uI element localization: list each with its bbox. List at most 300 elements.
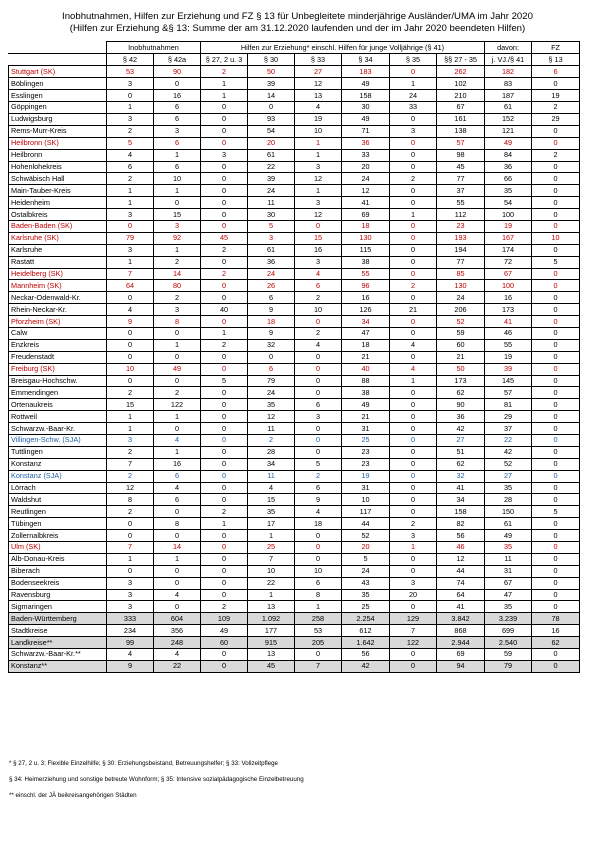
value-cell: 90 <box>154 66 201 78</box>
table-row <box>9 90 580 102</box>
value-cell: 3 <box>295 411 342 423</box>
value-cell: 45 <box>437 161 485 173</box>
value-cell: 99 <box>107 637 154 649</box>
region-name: Baden-Württemberg <box>9 613 107 625</box>
value-cell: 44 <box>437 565 485 577</box>
value-cell: 19 <box>342 470 390 482</box>
region-name: Main-Tauber-Kreis <box>9 185 107 197</box>
value-cell: 54 <box>248 125 295 137</box>
value-cell: 6 <box>154 102 201 114</box>
value-cell: 21 <box>437 351 485 363</box>
value-cell: 0 <box>201 185 248 197</box>
value-cell: 0 <box>295 423 342 435</box>
value-cell: 1 <box>201 327 248 339</box>
value-cell: 210 <box>437 90 485 102</box>
value-cell: 42 <box>437 423 485 435</box>
value-cell: 2 <box>154 387 201 399</box>
value-cell: 4 <box>390 339 437 351</box>
value-cell: 0 <box>390 649 437 661</box>
value-cell: 52 <box>485 458 532 470</box>
value-cell: 11 <box>485 553 532 565</box>
page-subtitle: (Hilfen zur Erziehung &§ 13: Summe der am 31.12.2020 laufenden und der im Jahr 2020 beendeten Hilfen) <box>69 23 526 34</box>
value-cell: 5 <box>532 256 580 268</box>
value-cell: 0 <box>532 482 580 494</box>
value-cell: 45 <box>248 660 295 672</box>
value-cell: 0 <box>295 434 342 446</box>
value-cell: 1 <box>248 589 295 601</box>
value-cell: 6 <box>154 470 201 482</box>
region-name: Rems-Murr-Kreis <box>9 125 107 137</box>
value-cell: 49 <box>342 399 390 411</box>
value-cell: 16 <box>154 458 201 470</box>
value-cell: 2 <box>201 244 248 256</box>
value-cell: 22 <box>248 161 295 173</box>
value-cell: 0 <box>390 565 437 577</box>
region-name: Böblingen <box>9 78 107 90</box>
value-cell: 35 <box>485 482 532 494</box>
value-cell: 18 <box>295 518 342 530</box>
value-cell: 0 <box>390 66 437 78</box>
region-name: Rastatt <box>9 256 107 268</box>
value-cell: 167 <box>485 232 532 244</box>
value-cell: 74 <box>437 577 485 589</box>
region-name: Enzkreis <box>9 339 107 351</box>
value-cell: 3 <box>154 304 201 316</box>
value-cell: 27 <box>437 434 485 446</box>
value-cell: 0 <box>201 542 248 554</box>
value-cell: 1 <box>107 197 154 209</box>
value-cell: 3 <box>154 220 201 232</box>
value-cell: 3 <box>107 589 154 601</box>
value-cell: 0 <box>201 173 248 185</box>
value-cell: 262 <box>437 66 485 78</box>
region-name: Zollernalbkreis <box>9 530 107 542</box>
value-cell: 2 <box>107 506 154 518</box>
value-cell: 129 <box>390 613 437 625</box>
value-cell: 52 <box>342 530 390 542</box>
value-cell: 3.239 <box>485 613 532 625</box>
value-cell: 37 <box>485 423 532 435</box>
value-cell: 0 <box>201 316 248 328</box>
value-cell: 35 <box>342 589 390 601</box>
region-name: Lörrach <box>9 482 107 494</box>
value-cell: 42 <box>342 660 390 672</box>
value-cell: 41 <box>437 601 485 613</box>
value-cell: 16 <box>532 625 580 637</box>
region-name: Karlsruhe <box>9 244 107 256</box>
value-cell: 52 <box>437 316 485 328</box>
value-cell: 2 <box>107 173 154 185</box>
value-cell: 38 <box>342 387 390 399</box>
value-cell: 0 <box>390 458 437 470</box>
value-cell: 59 <box>437 327 485 339</box>
value-cell: 0 <box>532 458 580 470</box>
value-cell: 1 <box>154 185 201 197</box>
value-cell: 10 <box>107 363 154 375</box>
value-cell: 28 <box>485 494 532 506</box>
value-cell: 100 <box>485 209 532 221</box>
value-cell: 1 <box>390 209 437 221</box>
value-cell: 21 <box>342 411 390 423</box>
value-cell: 3 <box>390 530 437 542</box>
region-name: Rottweil <box>9 411 107 423</box>
value-cell: 64 <box>437 589 485 601</box>
value-cell: 0 <box>532 316 580 328</box>
value-cell: 40 <box>201 304 248 316</box>
value-cell: 158 <box>437 506 485 518</box>
value-cell: 122 <box>390 637 437 649</box>
value-cell: 1 <box>107 256 154 268</box>
value-cell: 0 <box>295 649 342 661</box>
value-cell: 2 <box>295 470 342 482</box>
corner-cell <box>9 42 107 54</box>
value-cell: 0 <box>201 363 248 375</box>
value-cell: 0 <box>390 185 437 197</box>
header-col: § 35 <box>390 54 437 66</box>
value-cell: 35 <box>485 601 532 613</box>
value-cell: 34 <box>248 458 295 470</box>
header-col: § 42a <box>154 54 201 66</box>
value-cell: 6 <box>295 280 342 292</box>
value-cell: 0 <box>107 90 154 102</box>
value-cell: 10 <box>532 232 580 244</box>
table-row <box>9 137 580 149</box>
value-cell: 0 <box>390 256 437 268</box>
value-cell: 0 <box>390 660 437 672</box>
value-cell: 44 <box>342 518 390 530</box>
value-cell: 0 <box>532 292 580 304</box>
value-cell: 15 <box>295 232 342 244</box>
value-cell: 62 <box>437 387 485 399</box>
value-cell: 2.540 <box>485 637 532 649</box>
table-row <box>9 66 580 78</box>
value-cell: 11 <box>248 470 295 482</box>
value-cell: 71 <box>342 125 390 137</box>
value-cell: 7 <box>107 268 154 280</box>
value-cell: 1 <box>295 149 342 161</box>
table-row <box>9 625 580 637</box>
value-cell: 0 <box>532 470 580 482</box>
value-cell: 55 <box>342 268 390 280</box>
value-cell: 0 <box>201 660 248 672</box>
value-cell: 183 <box>342 66 390 78</box>
region-name: Karlsruhe (SK) <box>9 232 107 244</box>
value-cell: 0 <box>390 446 437 458</box>
value-cell: 2 <box>295 327 342 339</box>
value-cell: 0 <box>295 446 342 458</box>
value-cell: 51 <box>437 446 485 458</box>
value-cell: 94 <box>437 660 485 672</box>
value-cell: 0 <box>532 339 580 351</box>
value-cell: 0 <box>107 292 154 304</box>
value-cell: 47 <box>342 327 390 339</box>
value-cell: 5 <box>248 220 295 232</box>
value-cell: 0 <box>532 518 580 530</box>
value-cell: 0 <box>201 161 248 173</box>
value-cell: 13 <box>248 649 295 661</box>
value-cell: 0 <box>107 530 154 542</box>
value-cell: 1.092 <box>248 613 295 625</box>
value-cell: 0 <box>201 434 248 446</box>
value-cell: 12 <box>295 173 342 185</box>
value-cell: 30 <box>248 209 295 221</box>
value-cell: 41 <box>342 197 390 209</box>
value-cell: 22 <box>154 660 201 672</box>
value-cell: 3 <box>107 434 154 446</box>
value-cell: 1 <box>154 553 201 565</box>
value-cell: 61 <box>248 149 295 161</box>
value-cell: 0 <box>390 327 437 339</box>
value-cell: 7 <box>295 660 342 672</box>
value-cell: 1 <box>390 78 437 90</box>
table-row <box>9 292 580 304</box>
value-cell: 0 <box>390 506 437 518</box>
value-cell: 11 <box>248 197 295 209</box>
header-col: § 33 <box>295 54 342 66</box>
table-row <box>9 577 580 589</box>
value-cell: 0 <box>201 399 248 411</box>
value-cell: 10 <box>295 304 342 316</box>
value-cell: 0 <box>390 387 437 399</box>
value-cell: 39 <box>248 78 295 90</box>
value-cell: 56 <box>342 649 390 661</box>
value-cell: 33 <box>342 149 390 161</box>
value-cell: 0 <box>390 316 437 328</box>
table-row <box>9 601 580 613</box>
table-row <box>9 660 580 672</box>
region-name: Stuttgart (SK) <box>9 66 107 78</box>
value-cell: 2 <box>295 292 342 304</box>
table-row <box>9 565 580 577</box>
value-cell: 5 <box>201 375 248 387</box>
value-cell: 145 <box>485 375 532 387</box>
region-name: Ulm (SK) <box>9 542 107 554</box>
value-cell: 0 <box>532 530 580 542</box>
value-cell: 15 <box>248 494 295 506</box>
value-cell: 61 <box>485 518 532 530</box>
value-cell: 0 <box>532 660 580 672</box>
region-name: Ostalbkreis <box>9 209 107 221</box>
value-cell: 12 <box>295 209 342 221</box>
value-cell: 0 <box>532 161 580 173</box>
value-cell: 0 <box>107 351 154 363</box>
footnote: § 34: Heimerziehung und sonstige betreute Wohnform; § 35: Intensive sozialpädagogische Einzelbetreuung <box>9 776 304 783</box>
value-cell: 0 <box>532 280 580 292</box>
value-cell: 1 <box>201 78 248 90</box>
header-col: § 13 <box>532 54 580 66</box>
value-cell: 0 <box>532 363 580 375</box>
table-row <box>9 530 580 542</box>
value-cell: 24 <box>437 292 485 304</box>
value-cell: 30 <box>342 102 390 114</box>
value-cell: 100 <box>485 280 532 292</box>
table-row <box>9 399 580 411</box>
value-cell: 6 <box>532 66 580 78</box>
value-cell: 3 <box>107 577 154 589</box>
value-cell: 10 <box>154 173 201 185</box>
region-name: Konstanz <box>9 458 107 470</box>
value-cell: 604 <box>154 613 201 625</box>
region-name: Emmendingen <box>9 387 107 399</box>
header-col: § 34 <box>342 54 390 66</box>
table-row <box>9 185 580 197</box>
value-cell: 0 <box>532 244 580 256</box>
value-cell: 21 <box>342 351 390 363</box>
value-cell: 69 <box>437 649 485 661</box>
table-row <box>9 209 580 221</box>
value-cell: 0 <box>201 589 248 601</box>
value-cell: 6 <box>107 161 154 173</box>
table-row <box>9 149 580 161</box>
value-cell: 41 <box>437 482 485 494</box>
value-cell: 0 <box>532 434 580 446</box>
value-cell: 0 <box>154 423 201 435</box>
value-cell: 64 <box>107 280 154 292</box>
value-cell: 0 <box>390 244 437 256</box>
value-cell: 234 <box>107 625 154 637</box>
value-cell: 0 <box>107 220 154 232</box>
value-cell: 102 <box>437 78 485 90</box>
value-cell: 2 <box>532 102 580 114</box>
value-cell: 5 <box>342 553 390 565</box>
value-cell: 1 <box>154 446 201 458</box>
value-cell: 43 <box>342 577 390 589</box>
value-cell: 6 <box>295 577 342 589</box>
table-row <box>9 125 580 137</box>
value-cell: 0 <box>532 78 580 90</box>
table-row <box>9 458 580 470</box>
region-name: Schwäbisch Hall <box>9 173 107 185</box>
value-cell: 7 <box>390 625 437 637</box>
value-cell: 0 <box>154 530 201 542</box>
value-cell: 1 <box>107 185 154 197</box>
region-name: Hohenlohekreis <box>9 161 107 173</box>
value-cell: 39 <box>485 363 532 375</box>
value-cell: 2 <box>390 280 437 292</box>
value-cell: 0 <box>390 411 437 423</box>
table-row <box>9 613 580 625</box>
value-cell: 0 <box>201 102 248 114</box>
value-cell: 0 <box>532 411 580 423</box>
value-cell: 61 <box>485 102 532 114</box>
value-cell: 3 <box>107 209 154 221</box>
value-cell: 0 <box>390 232 437 244</box>
value-cell: 6 <box>154 137 201 149</box>
value-cell: 0 <box>201 458 248 470</box>
region-name: Heilbronn (SK) <box>9 137 107 149</box>
value-cell: 79 <box>248 375 295 387</box>
value-cell: 53 <box>295 625 342 637</box>
value-cell: 0 <box>154 506 201 518</box>
value-cell: 10 <box>295 125 342 137</box>
value-cell: 2 <box>107 470 154 482</box>
value-cell: 0 <box>390 601 437 613</box>
value-cell: 6 <box>154 161 201 173</box>
value-cell: 6 <box>154 494 201 506</box>
value-cell: 79 <box>107 232 154 244</box>
value-cell: 0 <box>390 137 437 149</box>
header-col: § 27, 2 u. 3 <box>201 54 248 66</box>
value-cell: 49 <box>201 625 248 637</box>
region-name: Ortenaukreis <box>9 399 107 411</box>
value-cell: 25 <box>248 542 295 554</box>
value-cell: 22 <box>248 577 295 589</box>
value-cell: 69 <box>342 209 390 221</box>
value-cell: 53 <box>107 66 154 78</box>
region-name: Esslingen <box>9 90 107 102</box>
value-cell: 14 <box>248 90 295 102</box>
region-name: Waldshut <box>9 494 107 506</box>
value-cell: 3 <box>107 113 154 125</box>
value-cell: 0 <box>201 470 248 482</box>
value-cell: 0 <box>532 304 580 316</box>
value-cell: 0 <box>532 649 580 661</box>
value-cell: 0 <box>390 161 437 173</box>
value-cell: 0 <box>390 149 437 161</box>
value-cell: 4 <box>154 482 201 494</box>
value-cell: 6 <box>248 363 295 375</box>
value-cell: 10 <box>248 565 295 577</box>
table-row <box>9 197 580 209</box>
value-cell: 1 <box>154 149 201 161</box>
value-cell: 161 <box>437 113 485 125</box>
region-name: Sigmaringen <box>9 601 107 613</box>
value-cell: 79 <box>485 660 532 672</box>
value-cell: 19 <box>532 90 580 102</box>
table-row <box>9 327 580 339</box>
region-name: Ravensburg <box>9 589 107 601</box>
value-cell: 3 <box>295 256 342 268</box>
region-name: Schwarzw.-Baar-Kr. <box>9 423 107 435</box>
value-cell: 1 <box>390 542 437 554</box>
table-row <box>9 280 580 292</box>
value-cell: 0 <box>390 351 437 363</box>
value-cell: 0 <box>532 399 580 411</box>
value-cell: 4 <box>295 102 342 114</box>
value-cell: 49 <box>342 113 390 125</box>
value-cell: 0 <box>295 363 342 375</box>
header-group-row <box>9 42 580 54</box>
header-col: §§ 27 - 35 <box>437 54 485 66</box>
value-cell: 80 <box>154 280 201 292</box>
region-name: Schwarzw.-Baar-Kr.** <box>9 649 107 661</box>
value-cell: 39 <box>248 173 295 185</box>
value-cell: 27 <box>485 470 532 482</box>
value-cell: 35 <box>248 506 295 518</box>
value-cell: 67 <box>437 102 485 114</box>
value-cell: 88 <box>342 375 390 387</box>
value-cell: 18 <box>248 316 295 328</box>
value-cell: 62 <box>532 637 580 649</box>
value-cell: 10 <box>342 494 390 506</box>
value-cell: 0 <box>390 197 437 209</box>
table-row <box>9 232 580 244</box>
header-group-davon: davon: <box>485 42 532 54</box>
value-cell: 205 <box>295 637 342 649</box>
table-row <box>9 589 580 601</box>
value-cell: 5 <box>295 458 342 470</box>
value-cell: 47 <box>485 589 532 601</box>
value-cell: 4 <box>248 482 295 494</box>
table-row <box>9 256 580 268</box>
value-cell: 1 <box>201 518 248 530</box>
value-cell: 67 <box>485 577 532 589</box>
table-row <box>9 482 580 494</box>
value-cell: 0 <box>201 387 248 399</box>
value-cell: 82 <box>437 518 485 530</box>
value-cell: 121 <box>485 125 532 137</box>
value-cell: 112 <box>437 209 485 221</box>
